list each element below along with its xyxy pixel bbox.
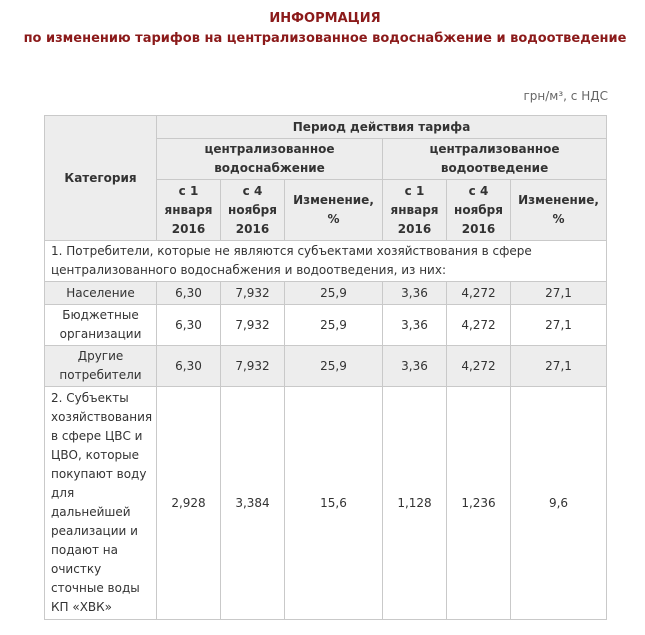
period-header: Период действия тарифа xyxy=(157,116,607,139)
section-2-category: 2. Субъекты хозяйствования в сфере ЦВС и ЦВО, которые покупают воду для дальнейшей реализации и подают на очистку сточные воды КП «ХВК» xyxy=(45,387,157,620)
table-cell: 3,36 xyxy=(383,305,447,346)
table-row xyxy=(45,282,607,305)
table-cell: 25,9 xyxy=(285,305,383,346)
column-header: Изменение, % xyxy=(285,180,383,241)
table-row xyxy=(45,387,607,620)
table-row xyxy=(45,305,607,346)
group-sewerage-header: централизованное водоотведение xyxy=(383,139,607,180)
table-cell: 25,9 xyxy=(285,346,383,387)
table-cell: 27,1 xyxy=(511,282,607,305)
table-cell: 7,932 xyxy=(221,282,285,305)
row-category: Другие потребители xyxy=(45,346,157,387)
table-cell: 6,30 xyxy=(157,305,221,346)
column-header: с 1 января 2016 xyxy=(157,180,221,241)
table-cell: 9,6 xyxy=(511,387,607,620)
table-cell: 6,30 xyxy=(157,346,221,387)
tariff-table xyxy=(44,115,607,620)
column-header: с 4 ноября 2016 xyxy=(447,180,511,241)
table-cell: 7,932 xyxy=(221,346,285,387)
column-header: с 1 января 2016 xyxy=(383,180,447,241)
row-category: Население xyxy=(45,282,157,305)
column-header: с 4 ноября 2016 xyxy=(221,180,285,241)
page-subtitle: по изменению тарифов на централизованное водоснабжение и водоотведение xyxy=(23,31,627,46)
row-category: Бюджетные организации xyxy=(45,305,157,346)
table-cell: 27,1 xyxy=(511,346,607,387)
unit-label: грн/м³, с НДС xyxy=(523,89,608,103)
table-cell: 4,272 xyxy=(447,346,511,387)
section-1-heading: 1. Потребители, которые не являются субъектами хозяйствования в сфере централизованного водоснабжения и водоотведения, из них: xyxy=(45,241,607,282)
table-cell: 3,384 xyxy=(221,387,285,620)
group-water-supply-header: централизованное водоснабжение xyxy=(157,139,383,180)
table-cell: 2,928 xyxy=(157,387,221,620)
page-title: ИНФОРМАЦИЯ xyxy=(269,11,381,26)
category-header: Категория xyxy=(45,116,157,241)
table-cell: 15,6 xyxy=(285,387,383,620)
table-cell: 6,30 xyxy=(157,282,221,305)
table-cell: 7,932 xyxy=(221,305,285,346)
table-cell: 1,236 xyxy=(447,387,511,620)
column-header: Изменение, % xyxy=(511,180,607,241)
table-cell: 27,1 xyxy=(511,305,607,346)
table-row xyxy=(45,346,607,387)
table-cell: 4,272 xyxy=(447,305,511,346)
table-cell: 3,36 xyxy=(383,282,447,305)
table-cell: 4,272 xyxy=(447,282,511,305)
table-cell: 3,36 xyxy=(383,346,447,387)
table-cell: 25,9 xyxy=(285,282,383,305)
table-cell: 1,128 xyxy=(383,387,447,620)
